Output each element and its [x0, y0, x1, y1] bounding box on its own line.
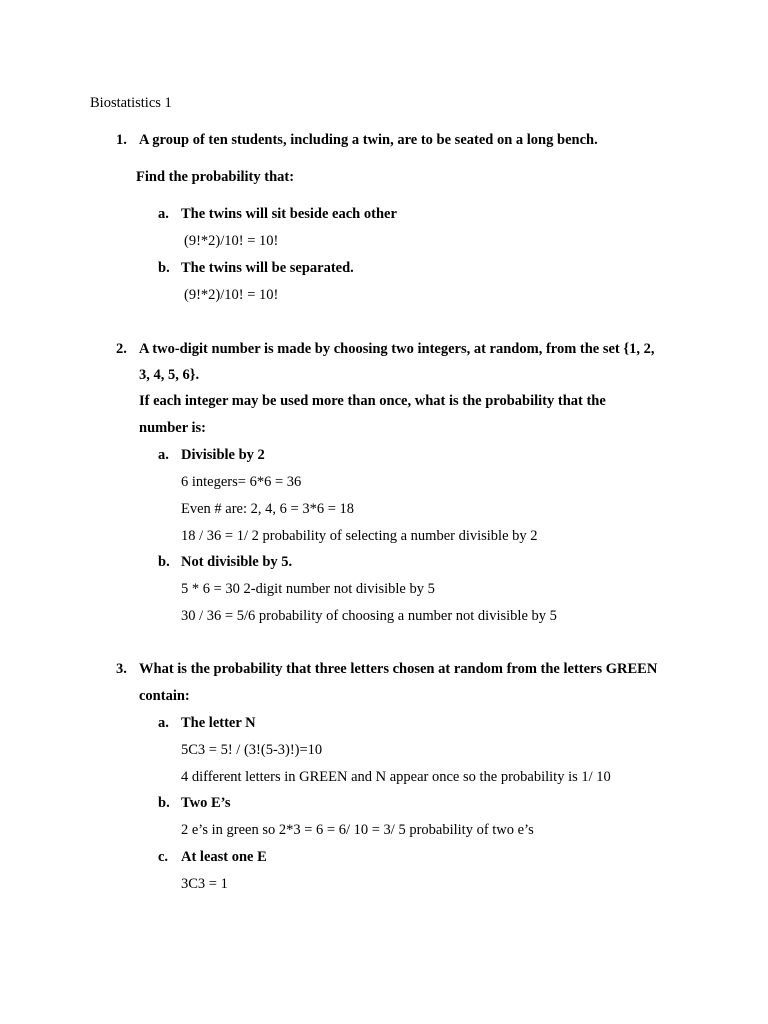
q1a-text: The twins will sit beside each other: [181, 206, 397, 222]
q2b-answer1: 5 * 6 = 30 2-digit number not divisible by 5: [181, 581, 435, 597]
q3b-letter: b.: [158, 795, 170, 811]
q2a-answer1: 6 integers= 6*6 = 36: [181, 474, 302, 490]
q3b-text: Two E’s: [181, 795, 231, 811]
q3b-answer1: 2 e’s in green so 2*3 = 6 = 6/ 10 = 3/ 5 probability of two e’s: [181, 822, 534, 838]
q1a-letter: a.: [158, 206, 169, 222]
q2-text-line4: number is:: [139, 420, 207, 436]
q3a-answer2: 4 different letters in GREEN and N appear once so the probability is 1/ 10: [181, 769, 611, 785]
q3c-answer1: 3C3 = 1: [181, 876, 228, 892]
q3a-text: The letter N: [181, 715, 256, 731]
q2a-letter: a.: [158, 447, 169, 463]
q1-subtext: Find the probability that:: [136, 169, 295, 185]
q3-text-line2: contain:: [139, 688, 190, 704]
q3c-letter: c.: [158, 849, 169, 865]
q2-text-line2: 3, 4, 5, 6}.: [139, 367, 200, 383]
q1b-letter: b.: [158, 260, 170, 276]
q1a-answer: (9!*2)/10! = 10!: [184, 233, 279, 249]
q3-text-line1: What is the probability that three letters chosen at random from the letters GREEN: [139, 661, 658, 677]
q2-text-line1: A two-digit number is made by choosing two integers, at random, from the set {1, 2,: [139, 341, 655, 357]
q3a-answer1: 5C3 = 5! / (3!(5-3)!)=10: [181, 742, 323, 758]
q2-number: 2.: [116, 341, 127, 357]
q3-number: 3.: [116, 661, 127, 677]
q2a-text: Divisible by 2: [181, 447, 265, 463]
q2-text-line3: If each integer may be used more than once, what is the probability that the: [139, 393, 606, 409]
q3a-letter: a.: [158, 715, 169, 731]
q2b-letter: b.: [158, 554, 170, 570]
q2b-answer2: 30 / 36 = 5/6 probability of choosing a number not divisible by 5: [181, 608, 557, 624]
q1-number: 1.: [116, 132, 127, 148]
q3c-text: At least one E: [181, 849, 267, 865]
q1-text: A group of ten students, including a twin, are to be seated on a long bench.: [139, 132, 598, 148]
q2b-text: Not divisible by 5.: [181, 554, 293, 570]
q2a-answer2: Even # are: 2, 4, 6 = 3*6 = 18: [181, 501, 355, 517]
q2a-answer3: 18 / 36 = 1/ 2 probability of selecting a number divisible by 2: [181, 528, 538, 544]
document-title: Biostatistics 1: [90, 95, 172, 111]
q1b-text: The twins will be separated.: [181, 260, 354, 276]
q1b-answer: (9!*2)/10! = 10!: [184, 287, 279, 303]
